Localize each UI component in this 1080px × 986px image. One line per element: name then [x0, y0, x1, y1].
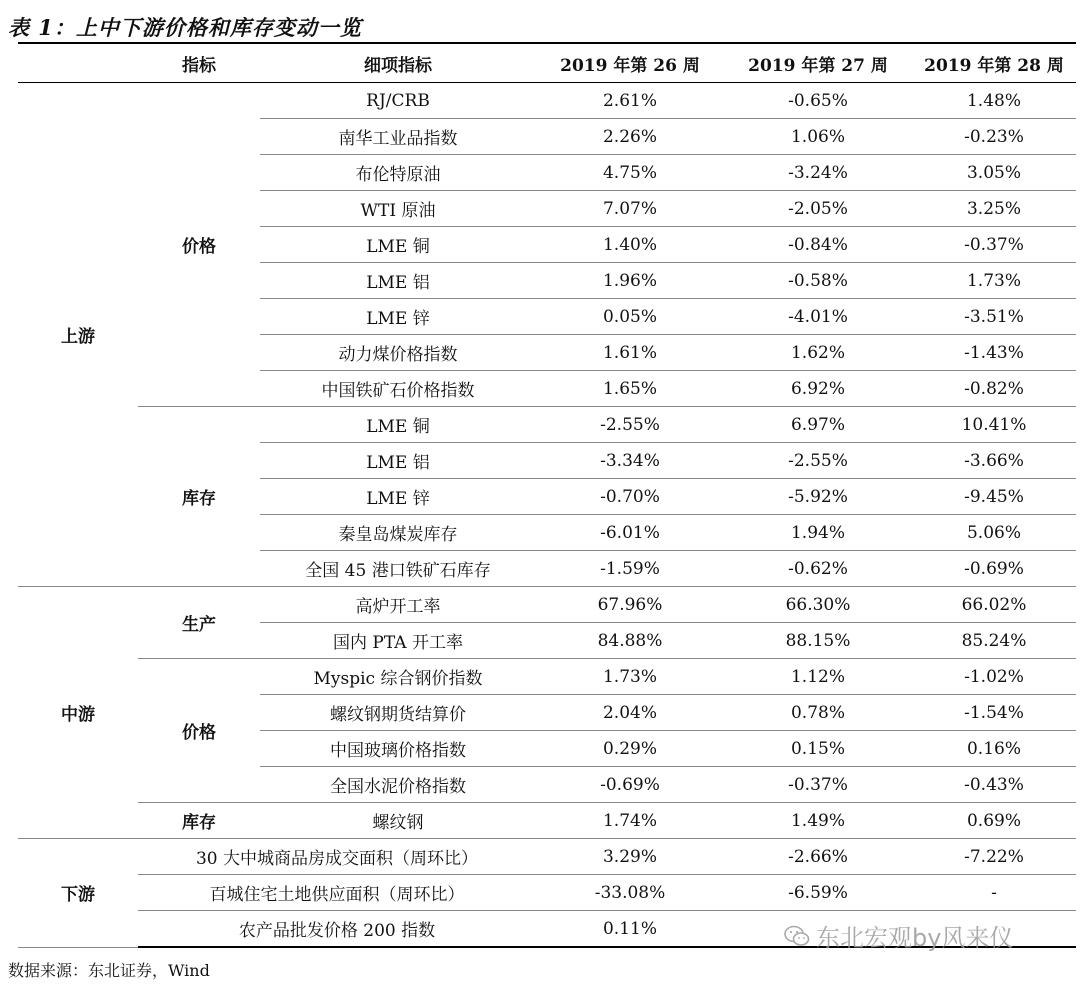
row-item: LME 锌: [260, 299, 536, 335]
row-w27: -4.01%: [724, 299, 912, 335]
subgroup-midstream-stock: 库存: [138, 803, 260, 839]
row-w28: -0.43%: [912, 767, 1076, 803]
row-w28: -0.69%: [912, 551, 1076, 587]
row-w26: -0.69%: [536, 767, 724, 803]
row-item: 高炉开工率: [260, 587, 536, 623]
table-title: 表 1：上中下游价格和库存变动一览: [8, 15, 362, 40]
subgroup-midstream-production: 生产: [138, 587, 260, 659]
row-item: RJ/CRB: [260, 83, 536, 119]
table-row: [18, 839, 1076, 875]
row-w27: 1.06%: [724, 119, 912, 155]
table-row: [18, 659, 1076, 695]
row-w28: -0.37%: [912, 227, 1076, 263]
row-w28: 0.69%: [912, 803, 1076, 839]
table-row: [18, 83, 1076, 119]
row-w26: -0.70%: [536, 479, 724, 515]
row-item: Myspic 综合钢价指数: [260, 659, 536, 695]
row-w26: 7.07%: [536, 191, 724, 227]
row-item: 中国玻璃价格指数: [260, 731, 536, 767]
row-w26: 0.11%: [536, 911, 724, 948]
row-w26: 1.73%: [536, 659, 724, 695]
row-w28: 1.48%: [912, 83, 1076, 119]
row-w26: 84.88%: [536, 623, 724, 659]
row-w27: -0.37%: [724, 767, 912, 803]
row-w26: 2.61%: [536, 83, 724, 119]
row-w27: 1.94%: [724, 515, 912, 551]
row-w28: 5.06%: [912, 515, 1076, 551]
header-row: [18, 43, 1076, 83]
row-w28: -9.45%: [912, 479, 1076, 515]
row-w26: 67.96%: [536, 587, 724, 623]
table-row: [18, 587, 1076, 623]
row-item: 国内 PTA 开工率: [260, 623, 536, 659]
row-w28: -0.82%: [912, 371, 1076, 407]
row-item: 农产品批发价格 200 指数: [138, 911, 536, 948]
row-item: WTI 原油: [260, 191, 536, 227]
header-indicator: 指标: [138, 43, 260, 83]
row-item: LME 锌: [260, 479, 536, 515]
row-item: LME 铜: [260, 407, 536, 443]
subgroup-upstream-price: 价格: [138, 83, 260, 407]
row-w27: 66.30%: [724, 587, 912, 623]
row-w28: -3.51%: [912, 299, 1076, 335]
row-w27: 1.12%: [724, 659, 912, 695]
row-w26: -3.34%: [536, 443, 724, 479]
row-w27: 1.49%: [724, 803, 912, 839]
row-w26: 2.04%: [536, 695, 724, 731]
row-w27: -5.92%: [724, 479, 912, 515]
data-source: 数据来源：东北证券，Wind: [8, 961, 210, 980]
row-w27: 1.62%: [724, 335, 912, 371]
row-item: 布伦特原油: [260, 155, 536, 191]
row-w27: -6.59%: [724, 875, 912, 911]
row-w28: -0.23%: [912, 119, 1076, 155]
row-w26: 1.61%: [536, 335, 724, 371]
row-w28: -1.43%: [912, 335, 1076, 371]
row-w28: 3.05%: [912, 155, 1076, 191]
group-upstream: 上游: [18, 83, 138, 587]
row-w27: 6.92%: [724, 371, 912, 407]
row-item: 中国铁矿石价格指数: [260, 371, 536, 407]
row-w26: -1.59%: [536, 551, 724, 587]
row-w27: -2.05%: [724, 191, 912, 227]
row-w27: 0.78%: [724, 695, 912, 731]
row-item: 30 大中城商品房成交面积（周环比）: [138, 839, 536, 875]
row-w26: 1.65%: [536, 371, 724, 407]
row-item: 秦皇岛煤炭库存: [260, 515, 536, 551]
group-midstream: 中游: [18, 587, 138, 839]
header-sub-indicator: 细项指标: [260, 43, 536, 83]
row-w26: 4.75%: [536, 155, 724, 191]
row-w27: 6.97%: [724, 407, 912, 443]
row-w26: -2.55%: [536, 407, 724, 443]
header-week-27: 2019 年第 27 周: [724, 43, 912, 83]
header-week-26: 2019 年第 26 周: [536, 43, 724, 83]
row-item: 全国水泥价格指数: [260, 767, 536, 803]
row-w27: -2.66%: [724, 839, 912, 875]
row-w28: 66.02%: [912, 587, 1076, 623]
row-w26: 0.05%: [536, 299, 724, 335]
row-w26: -6.01%: [536, 515, 724, 551]
row-item: 螺纹钢: [260, 803, 536, 839]
header-blank: [18, 43, 138, 83]
row-w27: -2.55%: [724, 443, 912, 479]
row-item: 螺纹钢期货结算价: [260, 695, 536, 731]
row-item: 全国 45 港口铁矿石库存: [260, 551, 536, 587]
row-w27: -0.84%: [724, 227, 912, 263]
row-item: LME 铜: [260, 227, 536, 263]
row-w27: -0.58%: [724, 263, 912, 299]
row-item: 动力煤价格指数: [260, 335, 536, 371]
row-w28: -1.54%: [912, 695, 1076, 731]
watermark-text: 东北宏观by风来仪: [816, 924, 1014, 952]
row-w26: 1.40%: [536, 227, 724, 263]
table-row: [18, 803, 1076, 839]
row-w28: 0.16%: [912, 731, 1076, 767]
data-table: [18, 42, 1076, 948]
row-w28: -7.22%: [912, 839, 1076, 875]
row-item: 百城住宅土地供应面积（周环比）: [138, 875, 536, 911]
group-downstream: 下游: [18, 839, 138, 948]
row-w28: 3.25%: [912, 191, 1076, 227]
row-w28: -3.66%: [912, 443, 1076, 479]
row-w27: 88.15%: [724, 623, 912, 659]
row-w26: 1.96%: [536, 263, 724, 299]
row-item: LME 铝: [260, 263, 536, 299]
row-item: 南华工业品指数: [260, 119, 536, 155]
row-w26: 1.74%: [536, 803, 724, 839]
subgroup-upstream-stock: 库存: [138, 407, 260, 587]
row-w27: 0.15%: [724, 731, 912, 767]
row-w26: 2.26%: [536, 119, 724, 155]
row-w26: 0.29%: [536, 731, 724, 767]
row-w27: -0.65%: [724, 83, 912, 119]
row-w28: 1.73%: [912, 263, 1076, 299]
wechat-icon: [784, 925, 810, 947]
table-row: [18, 407, 1076, 443]
watermark: [784, 918, 1013, 953]
row-item: LME 铝: [260, 443, 536, 479]
row-w28: -: [912, 875, 1076, 911]
row-w26: 3.29%: [536, 839, 724, 875]
subgroup-midstream-price: 价格: [138, 659, 260, 803]
row-w28: 85.24%: [912, 623, 1076, 659]
header-week-28: 2019 年第 28 周: [912, 43, 1076, 83]
row-w28: 10.41%: [912, 407, 1076, 443]
row-w28: -1.02%: [912, 659, 1076, 695]
row-w27: -3.24%: [724, 155, 912, 191]
table-row: [18, 875, 1076, 911]
row-w27: -0.62%: [724, 551, 912, 587]
row-w26: -33.08%: [536, 875, 724, 911]
